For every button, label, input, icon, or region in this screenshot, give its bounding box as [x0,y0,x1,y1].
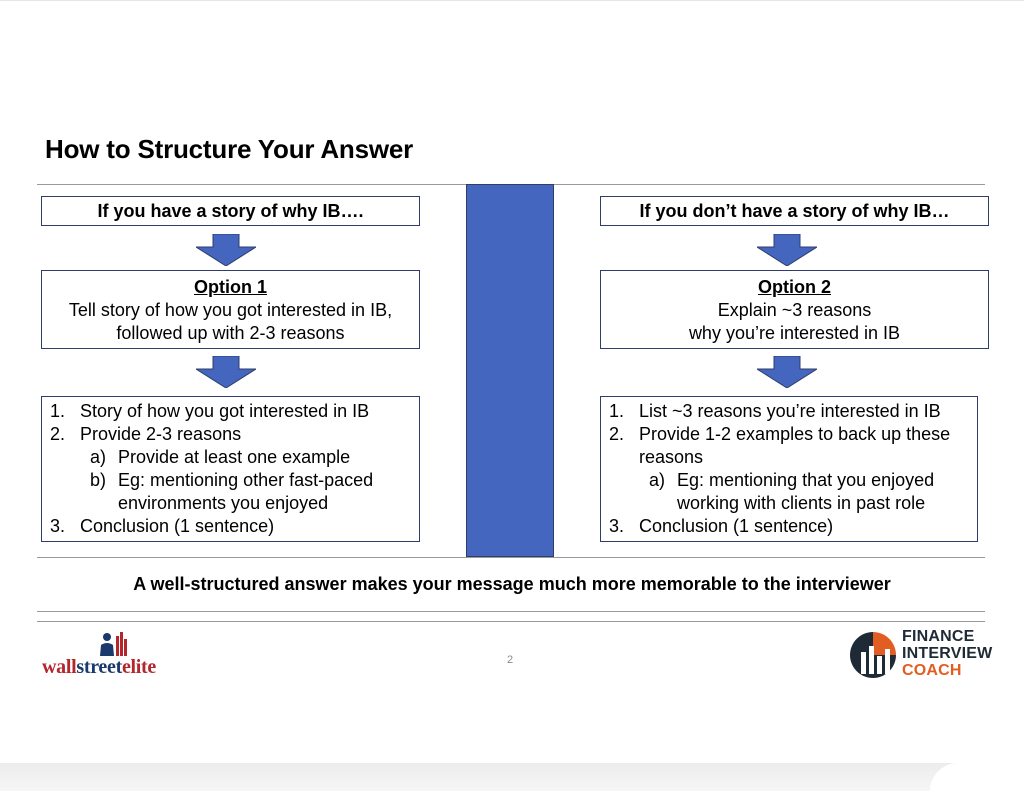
logo-part-street: street [76,656,122,678]
list-item: 3. Conclusion (1 sentence) [50,516,275,536]
slide-title: How to Structure Your Answer [45,134,414,164]
businessman-icon [98,630,128,658]
option-1-line-1: Tell story of how you got interested in IB, [68,300,393,320]
right-header-text: If you don’t have a story of why IB… [639,200,950,221]
logo-line-finance: FINANCE [902,628,975,645]
left-header-box [41,196,420,226]
list-item: 1. List ~3 reasons you’re interested in IB [609,401,941,421]
down-arrow-icon [757,356,817,388]
bar-chart-logo-icon [848,630,898,680]
list-item: 2. Provide 1-2 examples to back up these [609,424,951,444]
list-item: reasons [639,447,704,467]
logo-line-coach: COACH [902,662,962,679]
left-header-text: If you have a story of why IB…. [97,200,364,221]
footer-top-rule [37,557,985,558]
list-item: 3. Conclusion (1 sentence) [609,516,834,536]
footer-bottom-rule-2 [37,621,985,622]
option-2-title: Option 2 [758,277,831,297]
option-2-steps [600,396,978,542]
logo-part-wall: wall [42,656,77,678]
list-item: 2. Provide 2-3 reasons [50,424,242,444]
down-arrow-icon [196,356,256,388]
option-2-box [600,270,989,349]
option-1-box [41,270,420,349]
right-header-box [600,196,989,226]
viewer-bottom-band [0,763,1024,791]
option-1-steps [41,396,420,542]
option-1-title: Option 1 [194,277,267,297]
list-item: 1. Story of how you got interested in IB [50,401,370,421]
option-2-line-1: Explain ~3 reasons [717,300,872,320]
logo-line-interview: INTERVIEW [902,645,993,662]
list-item: a) Provide at least one example [90,447,351,467]
logo-part-elite: elite [121,656,156,678]
list-item: environments you enjoyed [118,493,329,513]
list-item: working with clients in past role [677,493,926,513]
footer-bottom-rule [37,611,985,612]
center-divider-bar [466,184,554,557]
list-item: b) Eg: mentioning other fast-paced [90,470,374,490]
takeaway-text: A well-structured answer makes your message much more memorable to the interviewer [133,574,891,594]
page-number: 2 [507,654,514,666]
option-1-line-2: followed up with 2-3 reasons [116,323,345,343]
wallstreetelite-logo [42,630,192,680]
top-divider [0,0,1024,1]
down-arrow-icon [196,234,256,266]
option-2-line-2: why you’re interested in IB [688,323,901,343]
list-item: a) Eg: mentioning that you enjoyed [649,470,935,490]
down-arrow-icon [757,234,817,266]
finance-interview-coach-logo [848,630,1008,682]
